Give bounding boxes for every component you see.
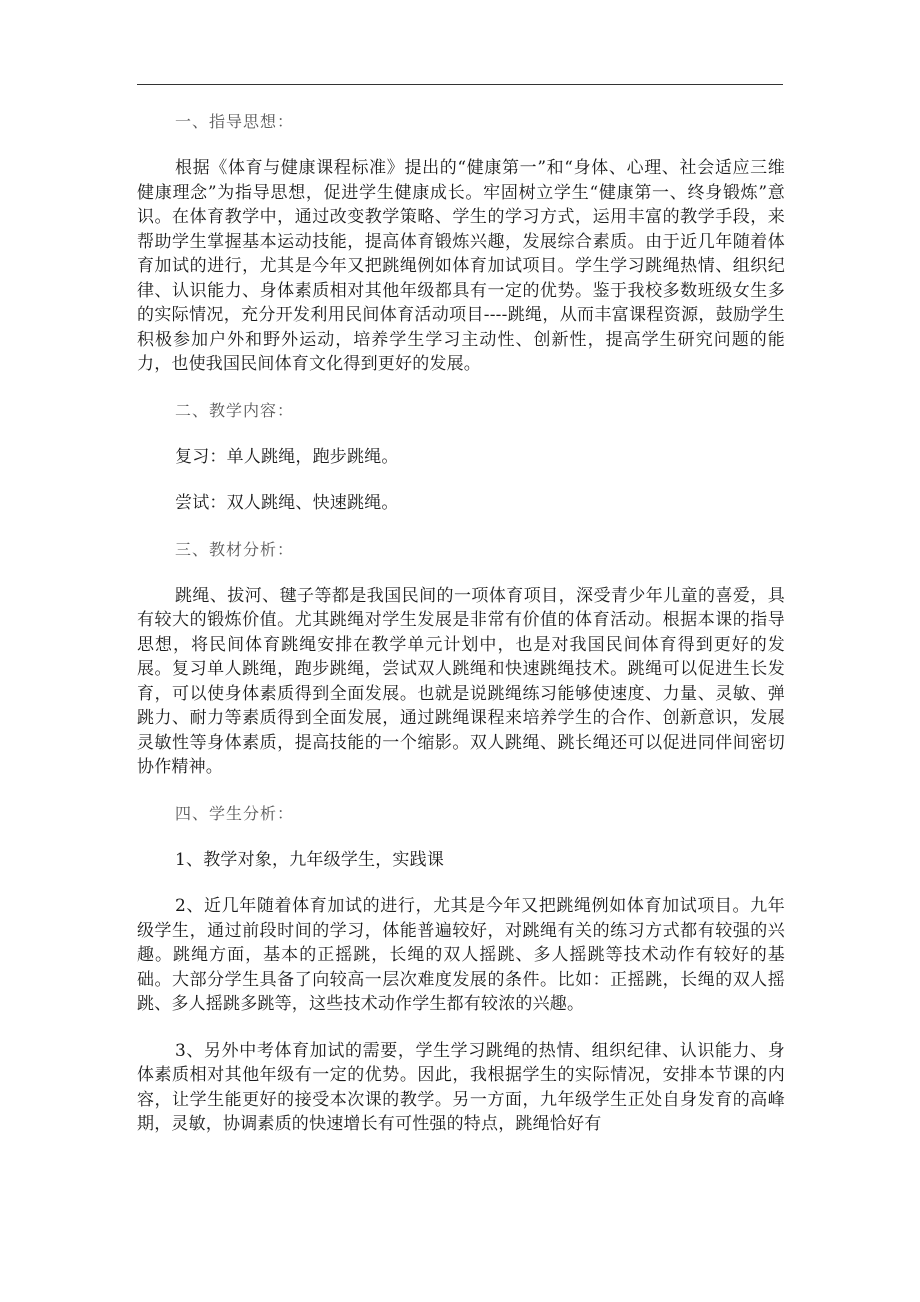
paragraph-material-analysis: 跳绳、拔河、毽子等都是我国民间的一项体育项目，深受青少年儿童的喜爱，具有较大的锻炼价值。尤其跳绳对学生发展是非常有价值的体育活动。根据本课的指导思想，将民间体育跳绳安排在教学单元计划中，也是对我国民间体育得到更好的发展。复习单人跳绳，跑步跳绳，尝试双人跳绳和快速跳绳技术。跳绳可以促进生长发育，可以使身体素质得到全面发展。也就是说跳绳练习能够使速度、力量、灵敏、弹跳力、耐力等素质得到全面发展，通过跳绳课程来培养学生的合作、创新意识，发展灵敏性等身体素质，提高技能的一个缩影。双人跳绳、跳长绳还可以促进同伴间密切协作精神。 [137, 585, 785, 777]
paragraph-student-1: 1、教学对象，九年级学生，实践课 [175, 849, 445, 870]
paragraph-student-2: 2、近几年随着体育加试的进行，尤其是今年又把跳绳例如体育加试项目。九年级学生，通过前段时间的学习，体能普遍较好，对跳绳有关的练习方式都有较强的兴趣。跳绳方面，基本的正摇跳，长绳的双人摇跳、多人摇跳等技术动作有较好的基础。大部分学生具备了向较高一层次难度发展的条件。比如：正摇跳，长绳的双人摇跳、多人摇跳多跳等，这些技术动作学生都有较浓的兴趣。 [137, 896, 785, 1014]
header-rule [137, 84, 783, 85]
paragraph-attempt: 尝试：双人跳绳、快速跳绳。 [175, 493, 399, 513]
section-heading-teaching-content: 二、教学内容： [175, 400, 295, 420]
paragraph-review: 复习：单人跳绳，跑步跳绳。 [175, 446, 399, 467]
document-body [137, 110, 785, 1159]
section-heading-guiding-ideology: 一、指导思想： [175, 112, 295, 131]
paragraph-guiding-ideology: 根据《体育与健康课程标准》提出的“健康第一”和“身体、心理、社会适应三维健康理念”为指导思想，促进学生健康成长。牢固树立学生“健康第一、终身锻炼”意识。在体育教学中，通过改变教学策略、学生的学习方式，运用丰富的教学手段，来帮助学生掌握基本运动技能，提高体育锻炼兴趣，发展综合素质。由于近几年随着体育加试的进行，尤其是今年又把跳绳例如体育加试项目。学生学习跳绳热情、组织纪律、认识能力、身体素质相对其他年级都具有一定的优势。鉴于我校多数班级女生多的实际情况，充分开发利用民间体育活动项目----跳绳，从而丰富课程资源，鼓励学生积极参加户外和野外运动，培养学生学习主动性、创新性，提高学生研究问题的能力，也使我国民间体育文化得到更好的发展。 [137, 158, 785, 374]
section-heading-material-analysis: 三、教材分析： [175, 539, 295, 559]
paragraph-student-3: 3、另外中考体育加试的需要，学生学习跳绳的热情、组织纪律、认识能力、身体素质相对其他年级有一定的优势。因此，我根据学生的实际情况，安排本节课的内容，让学生能更好的接受本次课的教学。另一方面，九年级学生正处自身发育的高峰期，灵敏，协调素质的快速增长有可性强的特点，跳绳恰好有 [137, 1040, 785, 1134]
section-heading-student-analysis: 四、学生分析： [175, 803, 295, 823]
